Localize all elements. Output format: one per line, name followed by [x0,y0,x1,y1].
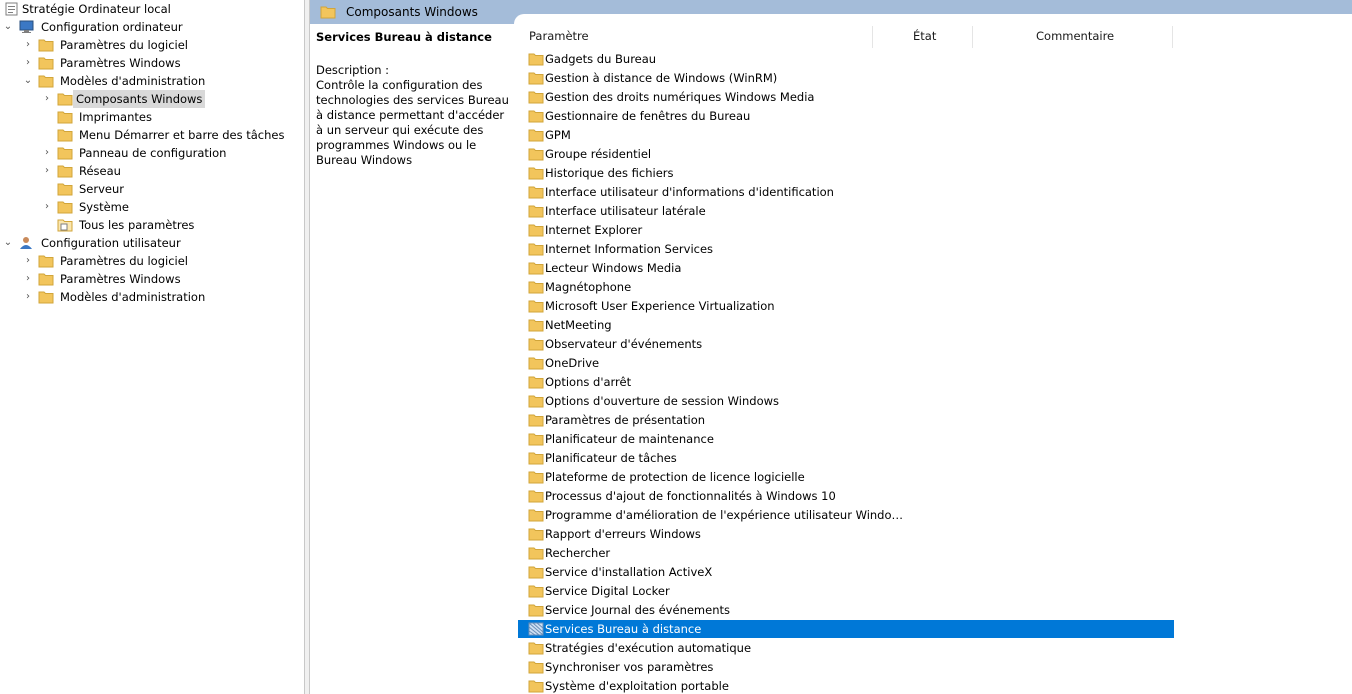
user-icon [19,236,35,250]
chevron-right-icon[interactable]: › [26,57,30,68]
folder-icon [528,128,544,142]
list-item-label: Processus d'ajout de fonctionnalités à Windows 10 [545,489,836,503]
tree-label: Paramètres du logiciel [60,254,188,268]
tree-label: Modèles d'administration [60,74,206,88]
folder-icon [320,5,336,19]
tree-label: Configuration ordinateur [41,20,183,34]
folder-icon [528,147,544,161]
column-separator[interactable] [1172,26,1173,48]
list-item-label: Système d'exploitation portable [545,679,729,693]
chevron-right-icon[interactable]: › [26,39,30,50]
folder-icon [528,356,544,370]
list-item[interactable] [518,411,1174,429]
tree-label: Paramètres du logiciel [60,38,188,52]
folder-icon [528,451,544,465]
list-item-label: Planificateur de maintenance [545,432,714,446]
list-item-label: Rapport d'erreurs Windows [545,527,701,541]
list-item[interactable] [518,639,1174,657]
column-separator[interactable] [972,26,973,48]
tree-label: Système [79,200,129,214]
folder-icon [528,185,544,199]
list-item-label: Gestionnaire de fenêtres du Bureau [545,109,751,123]
folder-icon [57,200,73,214]
list-item-label: Internet Information Services [545,242,714,256]
chevron-down-icon[interactable]: ⌄ [3,237,13,248]
list-item[interactable] [518,126,1174,144]
list-item-label: Service Digital Locker [545,584,670,598]
column-header-comment[interactable]: Commentaire [1036,29,1115,43]
folder-icon [528,565,544,579]
list-item-label: Service Journal des événements [545,603,730,617]
list-item-label: Gestion à distance de Windows (WinRM) [545,71,778,85]
description-title: Services Bureau à distance [316,30,492,44]
list-item[interactable] [518,544,1174,562]
tree-label: Stratégie Ordinateur local [22,2,171,16]
tree-label: Tous les paramètres [79,218,195,232]
folder-icon [38,254,54,268]
description-text: Contrôle la configuration des technologies des services Bureau à distance permettant d'accéder à un serveur qui exécute des programmes Windows ou le Bureau Windows [316,78,509,167]
folder-icon [57,128,73,142]
folder-icon [528,508,544,522]
section-title: Composants Windows [346,5,478,19]
chevron-right-icon[interactable]: › [26,273,30,284]
folder-icon [528,261,544,275]
list-item-label: Historique des fichiers [545,166,674,180]
tree-user-windows[interactable] [0,270,300,288]
list-item[interactable] [518,506,1174,524]
folder-icon [528,546,544,560]
folder-icon [528,584,544,598]
list-item-label: Programme d'amélioration de l'expérience utilisateur Windo… [545,508,904,522]
list-item[interactable] [518,297,1174,315]
list-item[interactable] [518,145,1174,163]
list-item-label: Planificateur de tâches [545,451,677,465]
selected-folder-icon [528,622,544,636]
tree-user-admin[interactable] [0,288,300,306]
folder-icon [38,74,54,88]
tree-label: Paramètres Windows [60,56,181,70]
list-item-label: Interface utilisateur latérale [545,204,706,218]
folder-icon [528,489,544,503]
chevron-right-icon[interactable]: › [45,147,49,158]
list-item[interactable] [518,658,1174,676]
description-label: Description : [316,63,390,77]
folder-icon [528,242,544,256]
navigation-tree[interactable] [0,0,304,694]
folder-icon [528,603,544,617]
list-item-label: NetMeeting [545,318,612,332]
list-item-label: Options d'ouverture de session Windows [545,394,780,408]
list-item[interactable] [518,582,1174,600]
chevron-right-icon[interactable]: › [45,93,49,104]
folder-icon [57,164,73,178]
list-item-label: OneDrive [545,356,600,370]
folder-icon [528,679,544,693]
folder-icon [57,92,73,106]
tree-system[interactable] [0,198,300,216]
chevron-right-icon[interactable]: › [26,255,30,266]
folder-icon [528,52,544,66]
details-pane [310,0,1352,694]
list-item-label: Observateur d'événements [545,337,703,351]
list-item-label: Microsoft User Experience Virtualization [545,299,775,313]
tree-label: Menu Démarrer et barre des tâches [79,128,285,142]
folder-icon [528,109,544,123]
tree-user-software[interactable] [0,252,300,270]
list-item[interactable] [518,468,1174,486]
tree-label: Panneau de configuration [79,146,227,160]
list-item-label: Gadgets du Bureau [545,52,657,66]
tree-label: Réseau [79,164,121,178]
list-item-label: Internet Explorer [545,223,643,237]
folder-icon [528,375,544,389]
list-item[interactable] [518,259,1174,277]
computer-icon [19,20,35,34]
list-item[interactable] [518,221,1174,239]
list-item[interactable] [518,164,1174,182]
list-item[interactable] [518,88,1174,106]
folder-icon [528,299,544,313]
tree-computer-windows[interactable] [0,54,300,72]
tree-label: Imprimantes [79,110,152,124]
list-item-label: Services Bureau à distance [545,622,702,636]
list-item[interactable] [518,335,1174,353]
folder-icon [528,470,544,484]
list-item[interactable] [518,316,1174,334]
list-item[interactable] [518,202,1174,220]
tree-computer-software[interactable] [0,36,300,54]
column-header-param[interactable]: Paramètre [529,29,589,43]
folder-icon [528,280,544,294]
folder-icon [528,527,544,541]
folder-icon [528,166,544,180]
list-item-label: Lecteur Windows Media [545,261,682,275]
chevron-right-icon[interactable]: › [45,165,49,176]
list-item-label: Groupe résidentiel [545,147,652,161]
folder-icon [528,394,544,408]
list-item-label: Interface utilisateur d'informations d'identification [545,185,834,199]
list-item-label: Rechercher [545,546,611,560]
folder-icon [57,182,73,196]
folder-icon [38,272,54,286]
list-item[interactable] [518,50,1174,68]
policy-document-icon [4,2,20,16]
folder-icon [38,290,54,304]
folder-icon [528,318,544,332]
folder-icon [528,204,544,218]
tree-all-settings[interactable] [0,216,300,234]
tree-label: Modèles d'administration [60,290,206,304]
list-item[interactable] [518,69,1174,87]
list-item-label: GPM [545,128,571,142]
chevron-down-icon[interactable]: ⌄ [23,75,33,86]
folder-icon [57,110,73,124]
folder-icon [528,71,544,85]
list-item[interactable] [518,278,1174,296]
folder-icon [528,90,544,104]
list-item-label: Synchroniser vos paramètres [545,660,714,674]
tree-network[interactable] [0,162,300,180]
list-item-label: Gestion des droits numériques Windows Media [545,90,815,104]
list-item[interactable] [518,487,1174,505]
description-panel [316,30,512,168]
folder-icon [528,641,544,655]
list-item-label: Paramètres de présentation [545,413,706,427]
settings-folder-icon [57,218,73,232]
list-item[interactable] [518,240,1174,258]
list-item-label: Stratégies d'exécution automatique [545,641,752,655]
list-item[interactable] [518,373,1174,391]
header-notch [514,14,1352,24]
column-header-state[interactable]: État [913,29,937,43]
folder-icon [57,146,73,160]
tree-server[interactable] [0,180,300,198]
tree-label: Paramètres Windows [60,272,181,286]
list-item-selected[interactable] [518,620,1174,638]
tree-label: Composants Windows [73,90,205,108]
list-item[interactable] [518,525,1174,543]
chevron-down-icon[interactable]: ⌄ [3,21,13,32]
chevron-right-icon[interactable]: › [26,291,30,302]
chevron-right-icon[interactable]: › [45,201,49,212]
folder-icon [528,413,544,427]
folder-icon [528,432,544,446]
folder-icon [528,337,544,351]
tree-start-menu[interactable] [0,126,300,144]
list-item[interactable] [518,354,1174,372]
list-item-label: Service d'installation ActiveX [545,565,713,579]
tree-control-panel[interactable] [0,144,300,162]
tree-user-config[interactable] [0,234,300,252]
list-item[interactable] [518,183,1174,201]
tree-computer-admin[interactable] [0,72,300,90]
settings-list[interactable] [518,24,1352,694]
list-item-label: Magnétophone [545,280,632,294]
list-item-label: Plateforme de protection de licence logicielle [545,470,805,484]
tree-label: Serveur [79,182,125,196]
folder-icon [528,223,544,237]
folder-icon [38,38,54,52]
list-item[interactable] [518,392,1174,410]
list-item[interactable] [518,430,1174,448]
tree-windows-components[interactable] [0,90,300,108]
folder-icon [528,660,544,674]
list-item[interactable] [518,449,1174,467]
tree-computer-config[interactable] [0,18,300,36]
list-item[interactable] [518,601,1174,619]
list-item[interactable] [518,563,1174,581]
list-item[interactable] [518,107,1174,125]
tree-printers[interactable] [0,108,300,126]
list-item[interactable] [518,677,1174,694]
list-item-label: Options d'arrêt [545,375,632,389]
folder-icon [38,56,54,70]
column-separator[interactable] [872,26,873,48]
tree-label: Configuration utilisateur [41,236,181,250]
